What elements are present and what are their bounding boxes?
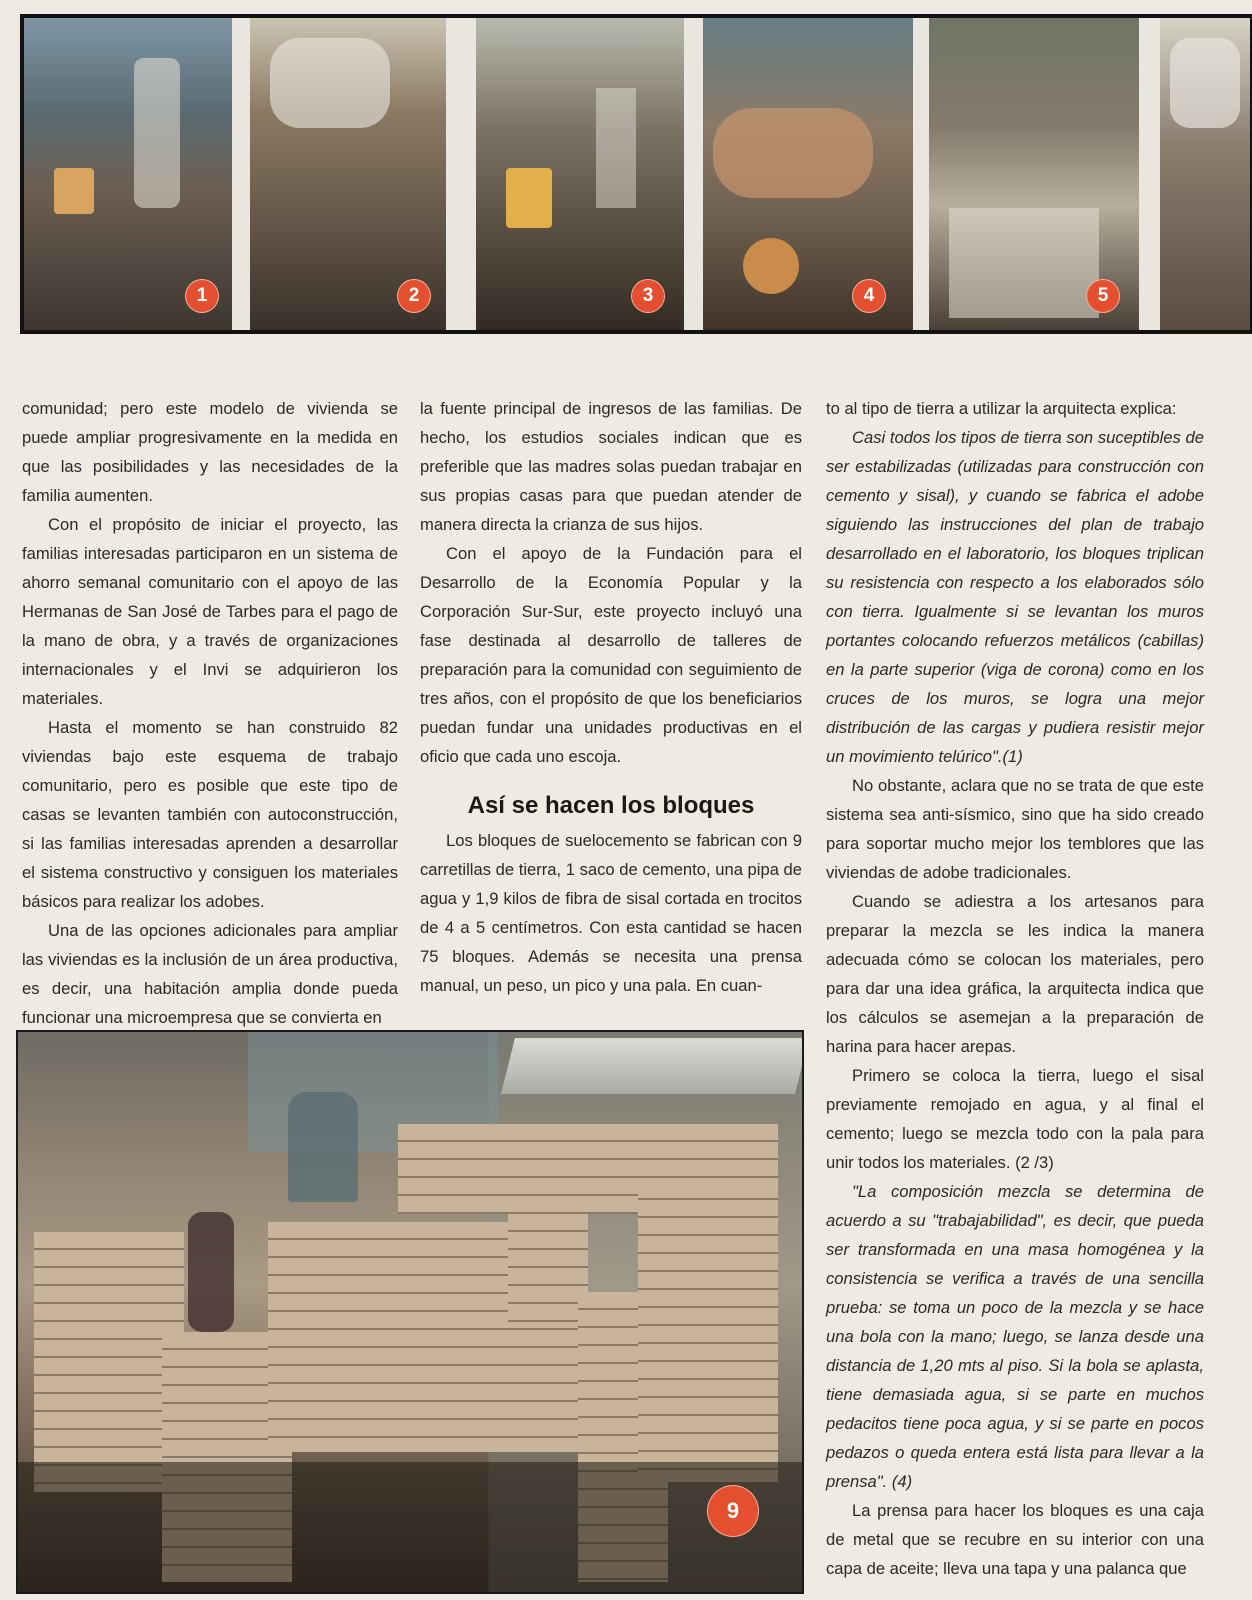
step-number-badge: 9 — [708, 1486, 758, 1536]
paragraph: Los bloques de suelocemento se fabrican con 9 carretillas de tierra, 1 saco de cemento, una pipa de agua y 1,9 kilos de fibra de sisal cortada en trocitos de 4 a 5 centímetros. Con esta cantidad se hacen 75 bloques. Además se necesita una prensa manual, un peso, un pico y una pala. En cuan- — [420, 831, 802, 995]
photo-4 — [703, 18, 913, 330]
article-column-3 — [826, 394, 1204, 1583]
step-number-badge: 1 — [186, 280, 218, 312]
step-number-badge: 5 — [1087, 280, 1119, 312]
step-number-badge: 2 — [398, 280, 430, 312]
article-column-2 — [420, 394, 802, 771]
photo-2 — [250, 18, 446, 330]
photo-6-partial — [1160, 18, 1250, 330]
construction-photo — [16, 1030, 804, 1594]
paragraph: Con el apoyo de la Fundación para el Desarrollo de la Economía Popular y la Corporación Sur-Sur, este proyecto incluyó una fase destinada al desarrollo de talleres de preparación para la comunidad con seguimiento de tres años, con el propósito de que los beneficiarios puedan fundar una unidades productivas en el oficio que cada uno escoja. — [420, 544, 802, 766]
photo-1 — [24, 18, 232, 330]
step-number-badge: 4 — [853, 280, 885, 312]
section-heading: Así se hacen los bloques — [467, 792, 755, 819]
paragraph: comunidad; pero este modelo de vivienda se puede ampliar progresivamente en la medida en que las posibilidades y las necesidades de la familia aumenten. — [22, 399, 398, 505]
article-column-2-continued — [420, 826, 802, 1000]
paragraph: Con el propósito de iniciar el proyecto, las familias interesadas participaron en un sistema de ahorro semanal comunitario con el apoyo de las Hermanas de San José de Tarbes para el pago de la mano de obra, y a través de organizaciones internacionales y el Invi se adquirieron los materiales. — [22, 515, 398, 708]
paragraph: la fuente principal de ingresos de las familias. De hecho, los estudios sociales indican que es preferible que las madres solas puedan trabajar en sus propias casas para que puedan atender de manera directa la crianza de sus hijos. — [420, 399, 802, 534]
photo-5 — [929, 18, 1139, 330]
article-column-1 — [22, 394, 398, 1032]
paragraph: Primero se coloca la tierra, luego el sisal previamente remojado en agua, y al final el cemento; luego se mezcla todo con la pala para unir todos los materiales. (2 /3) — [826, 1066, 1204, 1172]
paragraph: Cuando se adiestra a los artesanos para preparar la mezcla se les indica la manera adecuada cómo se colocan los materiales, pero para dar una idea gráfica, la arquitecta indica que los cálculos se asemejan a la preparación de harina para hacer arepas. — [826, 892, 1204, 1056]
paragraph: Una de las opciones adicionales para ampliar las viviendas es la inclusión de un área productiva, es decir, una habitación amplia donde pueda funcionar una microempresa que se convierta en — [22, 921, 398, 1027]
quote-paragraph: "La composición mezcla se determina de acuerdo a su "trabajabilidad", es decir, que pueda ser transformada en una masa homogénea y la consistencia se verifica a través de una sencilla prueba: se toma un poco de la mezcla y se hace una bola con la mano; luego, se lanza desde una distancia de 1,20 mts al piso. Si la bola se aplasta, tiene demasiada agua, si se parte en muchos pedacitos tiene poca agua, y si se parte en pocos pedazos o queda entera está lista para llevar a la prensa". (4) — [826, 1182, 1204, 1491]
paragraph: No obstante, aclara que no se trata de que este sistema sea anti-sísmico, sino que ha sido creado para soportar mucho mejor los temblores que las viviendas de adobe tradicionales. — [826, 776, 1204, 882]
paragraph: Hasta el momento se han construido 82 viviendas bajo este esquema de trabajo comunitario, pero es posible que este tipo de casas se levanten también con autoconstrucción, si las familias interesadas aprenden a desarrollar el sistema constructivo y consiguen los materiales básicos para realizar los adobes. — [22, 718, 398, 911]
photo-strip — [20, 14, 1252, 334]
photo-3 — [476, 18, 684, 330]
paragraph: La prensa para hacer los bloques es una caja de metal que se recubre en su interior con una capa de aceite; lleva una tapa y una palanca que — [826, 1501, 1204, 1578]
quote-paragraph: Casi todos los tipos de tierra son suceptibles de ser estabilizadas (utilizadas para construcción con cemento y sisal), y cuando se fabrica el adobe siguiendo las instrucciones del plan de trabajo desarrollado en el laboratorio, los bloques triplican su resistencia con respecto a los elaborados sólo con tierra. Igualmente si se levantan los muros portantes colocando refuerzos metálicos (cabillas) en la parte superior (viga de corona) como en los cruces de los muros, se logra una mejor distribución de las cargas y pudiera resistir mejor un movimiento telúrico".(1) — [826, 428, 1204, 766]
paragraph: to al tipo de tierra a utilizar la arquitecta explica: — [826, 399, 1177, 418]
step-number-badge: 3 — [632, 280, 664, 312]
